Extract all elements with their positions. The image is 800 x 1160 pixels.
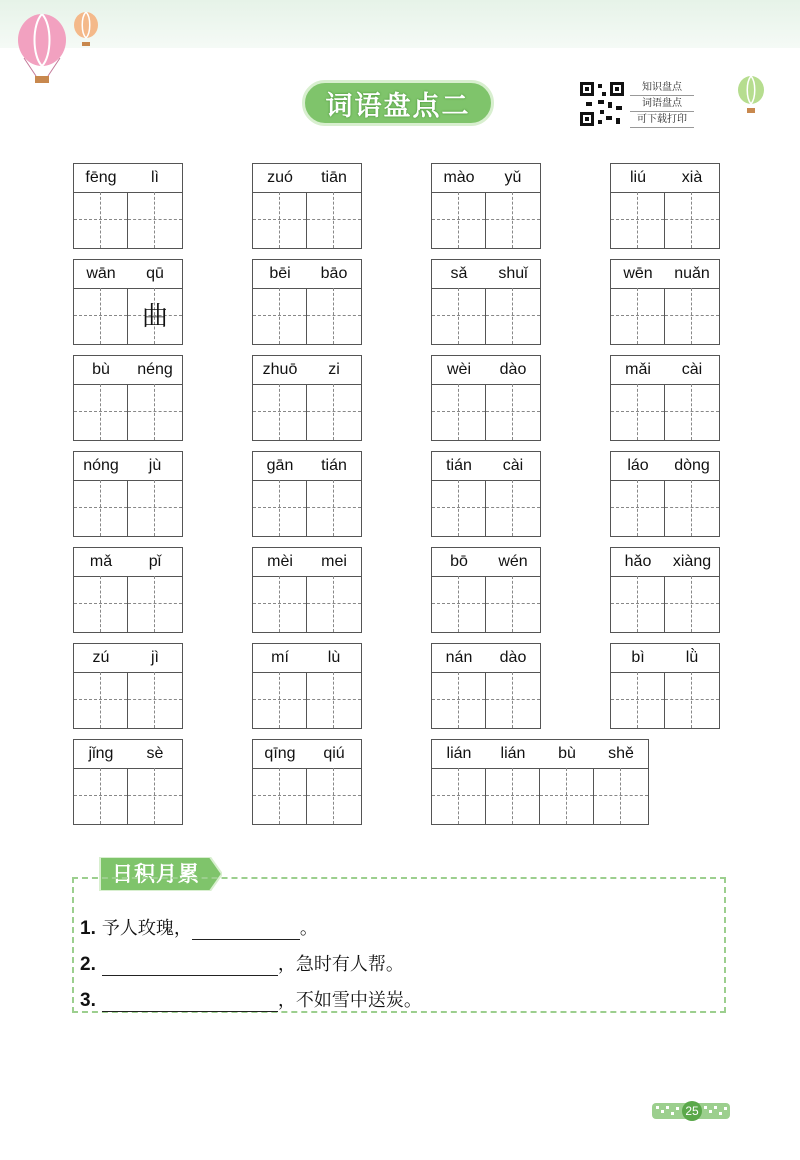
page-title	[302, 80, 494, 126]
pinyin-syllable: wān	[86, 265, 116, 282]
character-box[interactable]	[74, 384, 128, 440]
word-cell	[73, 643, 183, 729]
character-text: 曲	[141, 302, 168, 332]
pinyin-syllable: mèi	[267, 553, 293, 570]
character-box[interactable]	[432, 384, 486, 440]
character-box[interactable]	[253, 384, 307, 440]
character-box[interactable]	[253, 192, 307, 248]
character-box[interactable]	[486, 480, 540, 536]
section-title: 日积月累	[112, 862, 200, 886]
word-cell	[610, 355, 720, 441]
answer-blank[interactable]	[102, 959, 278, 976]
answer-blank[interactable]	[192, 923, 300, 940]
character-box[interactable]	[486, 768, 540, 824]
character-box[interactable]	[665, 384, 719, 440]
character-box[interactable]	[74, 768, 128, 824]
page-title-text: 词语盘点二	[325, 90, 471, 122]
character-box[interactable]	[611, 480, 665, 536]
page-number: 25	[685, 1104, 699, 1118]
answer-blank[interactable]	[102, 995, 278, 1012]
word-cell	[252, 739, 362, 825]
character-box[interactable]	[665, 288, 719, 344]
word-cell	[431, 163, 541, 249]
word-cell	[610, 163, 720, 249]
page-badge	[652, 1100, 730, 1122]
pinyin-syllable: pǐ	[148, 553, 162, 570]
hot-air-balloon-icon	[14, 14, 76, 86]
word-cell	[73, 451, 183, 537]
word-cell	[73, 355, 183, 441]
pinyin-syllable: mǎi	[625, 361, 651, 378]
pinyin-syllable: bō	[450, 553, 468, 570]
pinyin-syllable: lián	[446, 745, 472, 762]
pinyin-syllable: shě	[608, 745, 634, 762]
word-cell	[252, 259, 362, 345]
character-box[interactable]	[665, 480, 719, 536]
pinyin-syllable: cài	[502, 457, 524, 474]
character-box[interactable]	[486, 288, 540, 344]
character-box[interactable]	[665, 672, 719, 728]
character-box[interactable]	[611, 192, 665, 248]
pinyin-syllable: nán	[445, 649, 473, 666]
pinyin-syllable: mí	[271, 649, 289, 666]
pinyin-syllable: gān	[266, 457, 294, 474]
character-box[interactable]	[253, 672, 307, 728]
pinyin-syllable: fēng	[85, 169, 117, 186]
pinyin-syllable: nóng	[83, 457, 119, 474]
word-cell	[610, 451, 720, 537]
pinyin-syllable: lì	[151, 169, 159, 186]
pinyin-syllable: jì	[151, 649, 159, 666]
pinyin-syllable: sǎ	[450, 265, 468, 282]
exercise-number: 3.	[80, 990, 96, 1011]
character-box[interactable]	[432, 576, 486, 632]
pinyin-syllable: bēi	[269, 265, 291, 282]
character-box[interactable]	[594, 768, 648, 824]
character-box[interactable]	[253, 768, 307, 824]
pinyin-syllable: bù	[92, 361, 110, 378]
pinyin-syllable: qiú	[323, 745, 345, 762]
word-cell	[252, 355, 362, 441]
qr-labels	[630, 80, 694, 128]
character-box[interactable]	[128, 672, 182, 728]
word-cell	[431, 259, 541, 345]
word-cell	[431, 355, 541, 441]
word-cell	[73, 547, 183, 633]
word-cell	[252, 451, 362, 537]
character-box[interactable]	[74, 576, 128, 632]
header-band	[0, 0, 800, 48]
character-box[interactable]	[486, 672, 540, 728]
pinyin-syllable: liú	[629, 169, 646, 186]
character-box[interactable]	[307, 192, 361, 248]
character-box[interactable]	[307, 768, 361, 824]
pinyin-syllable: xià	[681, 169, 703, 186]
word-cell	[431, 739, 649, 825]
small-balloon-icon	[72, 12, 102, 48]
character-box[interactable]	[665, 192, 719, 248]
word-cell	[431, 451, 541, 537]
pinyin-syllable: jù	[148, 457, 162, 474]
character-box[interactable]	[540, 768, 594, 824]
character-box[interactable]	[432, 480, 486, 536]
character-box[interactable]	[128, 768, 182, 824]
character-box[interactable]	[128, 576, 182, 632]
character-box[interactable]	[432, 672, 486, 728]
character-box[interactable]	[432, 192, 486, 248]
character-box[interactable]	[128, 288, 182, 344]
pinyin-syllable: dòng	[674, 457, 710, 474]
pinyin-syllable: tiān	[321, 169, 347, 186]
pinyin-syllable: zhuō	[262, 361, 298, 378]
character-box[interactable]	[74, 288, 128, 344]
word-cell	[252, 547, 362, 633]
character-box[interactable]	[611, 576, 665, 632]
word-cell	[73, 259, 183, 345]
exercise-text: ，不如雪中送炭。	[277, 990, 422, 1011]
exercise-2	[80, 950, 404, 976]
pinyin-syllable: lù	[327, 649, 341, 666]
pinyin-syllable: lián	[500, 745, 526, 762]
pinyin-syllable: zi	[328, 361, 340, 378]
exercise-number: 2.	[80, 954, 96, 975]
word-cell	[431, 643, 541, 729]
exercise-1	[80, 914, 318, 940]
pinyin-syllable: wèi	[446, 361, 471, 378]
character-box[interactable]	[253, 288, 307, 344]
qr-label: 词语盘点	[630, 96, 694, 112]
exercise-text: 。	[299, 918, 318, 939]
pinyin-syllable: mei	[321, 553, 347, 570]
exercise-text: 予人玫瑰，	[101, 918, 192, 939]
pinyin-syllable: tián	[446, 457, 472, 474]
character-box[interactable]	[432, 768, 486, 824]
character-box[interactable]	[74, 672, 128, 728]
exercise-number: 1.	[80, 918, 96, 939]
exercise-text: ，急时有人帮。	[277, 954, 404, 975]
pinyin-syllable: zú	[92, 649, 110, 666]
pinyin-syllable: wēn	[623, 265, 653, 282]
character-box[interactable]	[611, 672, 665, 728]
pinyin-syllable: mǎ	[89, 553, 113, 570]
pinyin-syllable: bù	[558, 745, 576, 762]
pinyin-syllable: zuó	[267, 169, 293, 186]
exercise-3	[80, 986, 422, 1012]
pinyin-syllable: jǐng	[88, 745, 114, 762]
character-box[interactable]	[307, 672, 361, 728]
pinyin-syllable: shuǐ	[498, 265, 528, 282]
pinyin-syllable: xiàng	[672, 553, 712, 570]
character-box[interactable]	[611, 384, 665, 440]
word-cell	[610, 643, 720, 729]
word-cell	[252, 643, 362, 729]
pinyin-syllable: hǎo	[624, 553, 652, 570]
word-cell	[73, 163, 183, 249]
character-box[interactable]	[611, 288, 665, 344]
character-box[interactable]	[307, 288, 361, 344]
pinyin-syllable: qīng	[264, 745, 296, 762]
pinyin-syllable: tián	[321, 457, 347, 474]
pinyin-syllable: bāo	[320, 265, 348, 282]
character-box[interactable]	[432, 288, 486, 344]
character-box[interactable]	[253, 576, 307, 632]
character-box[interactable]	[74, 192, 128, 248]
character-box[interactable]	[307, 576, 361, 632]
qr-label: 可下载打印	[630, 112, 694, 128]
character-box[interactable]	[665, 576, 719, 632]
character-box[interactable]	[128, 384, 182, 440]
pinyin-syllable: cài	[681, 361, 703, 378]
pinyin-syllable: dào	[499, 361, 527, 378]
pinyin-syllable: lǜ	[685, 649, 699, 666]
character-box[interactable]	[307, 480, 361, 536]
character-box[interactable]	[307, 384, 361, 440]
word-cell	[73, 739, 183, 825]
word-cell	[610, 547, 720, 633]
qr-label: 知识盘点	[630, 80, 694, 96]
character-box[interactable]	[128, 480, 182, 536]
character-box[interactable]	[128, 192, 182, 248]
character-box[interactable]	[74, 480, 128, 536]
pinyin-syllable: mào	[443, 169, 475, 186]
pinyin-syllable: yǔ	[504, 169, 522, 186]
word-cell	[252, 163, 362, 249]
character-box[interactable]	[253, 480, 307, 536]
pinyin-syllable: wén	[498, 553, 528, 570]
pinyin-syllable: néng	[137, 361, 173, 378]
pinyin-syllable: nuǎn	[674, 265, 710, 282]
pinyin-syllable: qū	[146, 265, 164, 282]
word-cell	[431, 547, 541, 633]
character-box[interactable]	[486, 576, 540, 632]
qr-code-icon[interactable]	[578, 80, 626, 128]
pinyin-syllable: bì	[631, 649, 645, 666]
green-balloon-icon	[736, 76, 768, 116]
character-box[interactable]	[486, 192, 540, 248]
pinyin-syllable: sè	[146, 745, 164, 762]
word-cell	[610, 259, 720, 345]
pinyin-syllable: láo	[627, 457, 649, 474]
pinyin-syllable: dào	[499, 649, 527, 666]
character-box[interactable]	[486, 384, 540, 440]
